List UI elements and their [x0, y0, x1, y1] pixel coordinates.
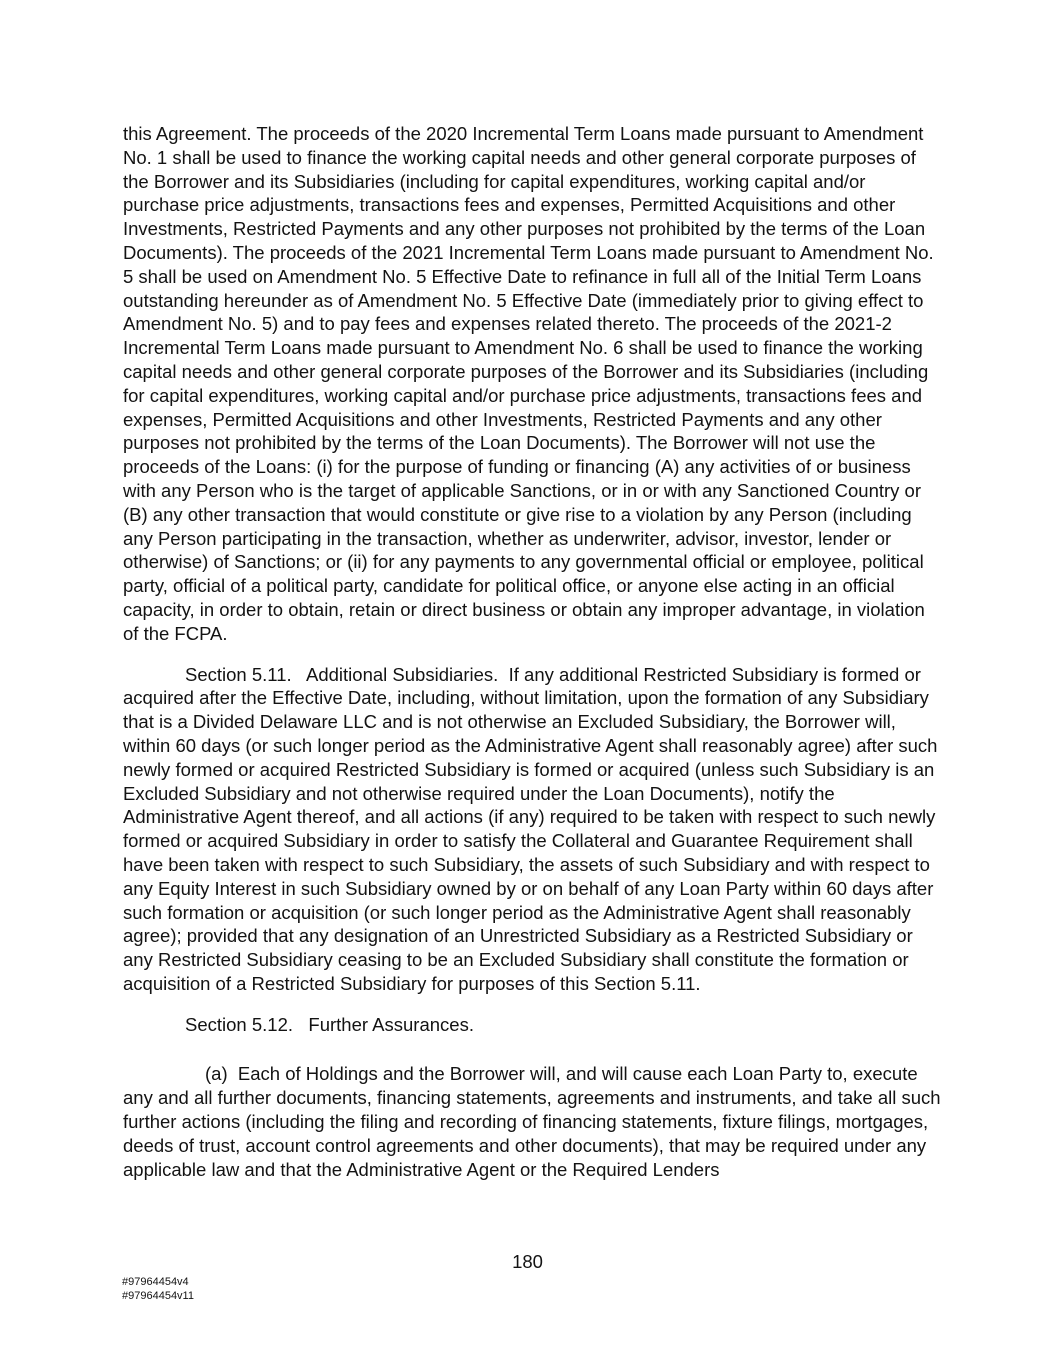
page-number: 180 — [512, 1251, 543, 1272]
document-id-footer — [122, 1276, 194, 1303]
document-id-v11: #97964454v11 — [122, 1289, 194, 1302]
document-id-v4: #97964454v4 — [122, 1276, 189, 1288]
paragraph-section-5-11-additional-subsidiaries: Section 5.11. Additional Subsidiaries. If any additional Restricted Subsidiary is formed or acquired after the Effective Date, including, without limitation, upon the formation of any Subsidiary that is a Divided Delaware LLC and is not otherwise an Excluded Subsidiary, the Borrower will, within 60 days (or such longer period as the Administrative Agent shall reasonably agree) after such newly formed or acquired Restricted Subsidiary is formed or acquired (unless such Subsidiary is an Excluded Subsidiary and not otherwise required under the Loan Documents), notify the Administrative Agent thereof, and all actions (if any) required to be taken with respect to such newly formed or acquired Subsidiary in order to satisfy the Collateral and Guarantee Requirement shall have been taken with respect to such Subsidiary, the assets of such Subsidiary and with respect to any Equity Interest in such Subsidiary owned by or on behalf of any Loan Party within 60 days after such formation or acquisition (or such longer period as the Administrative Agent shall reasonably agree); provided that any designation of an Unrestricted Subsidiary as a Restricted Subsidiary or any Restricted Subsidiary ceasing to be an Excluded Subsidiary shall constitute the formation or acquisition of a Restricted Subsidiary for purposes of this Section 5.11. — [123, 663, 943, 994]
paragraph-clause-a: (a) Each of Holdings and the Borrower will, and will cause each Loan Party to, execute any and all further documents, financing statements, agreements and instruments, and take all such further actions (including the filing and recording of financing statements, fixture filings, mortgages, deeds of trust, account control agreements and other documents), that may be required under any applicable law and that the Administrative Agent or the Required Lenders — [123, 1063, 946, 1180]
document-body — [123, 122, 946, 1198]
heading-section-5-12-further-assurances: Section 5.12. Further Assurances. — [185, 1013, 474, 1035]
paragraph-use-of-proceeds: this Agreement. The proceeds of the 2020 Incremental Term Loans made pursuant to Amendment No. 1 shall be used to finance the working capital needs and other general corporate purposes of the Borrower and its Subsidiaries (including for capital expenditures, working capital and/or purchase price adjustments, transactions fees and expenses, Permitted Acquisitions and other Investments, Restricted Payments and any other purposes not prohibited by the terms of the Loan Documents). The proceeds of the 2021 Incremental Term Loans made pursuant to Amendment No. 5 shall be used on Amendment No. 5 Effective Date to refinance in full all of the Initial Term Loans outstanding hereunder as of Amendment No. 5 Effective Date (immediately prior to giving effect to Amendment No. 5) and to pay fees and expenses related thereto. The proceeds of the 2021-2 Incremental Term Loans made pursuant to Amendment No. 6 shall be used to finance the working capital needs and other general corporate purposes of the Borrower and its Subsidiaries (including for capital expenditures, working capital and/or purchase price adjustments, transactions fees and expenses, Permitted Acquisitions and other Investments, Restricted Payments and any other purposes not prohibited by the terms of the Loan Documents). The Borrower will not use the proceeds of the Loans: (i) for the purpose of funding or financing (A) any activities of or business with any Person who is the target of applicable Sanctions, or in or with any Sanctioned Country or (B) any other transaction that would constitute or give rise to a violation by any Person (including any Person participating in the transaction, whether as underwriter, advisor, investor, lender or otherwise) of Sanctions; or (ii) for any payments to any governmental official or employee, political party, official of a political party, candidate for political office, or anyone else acting in an official capacity, in order to obtain, retain or direct business or obtain any improper advantage, in violation of the FCPA. — [123, 123, 939, 644]
